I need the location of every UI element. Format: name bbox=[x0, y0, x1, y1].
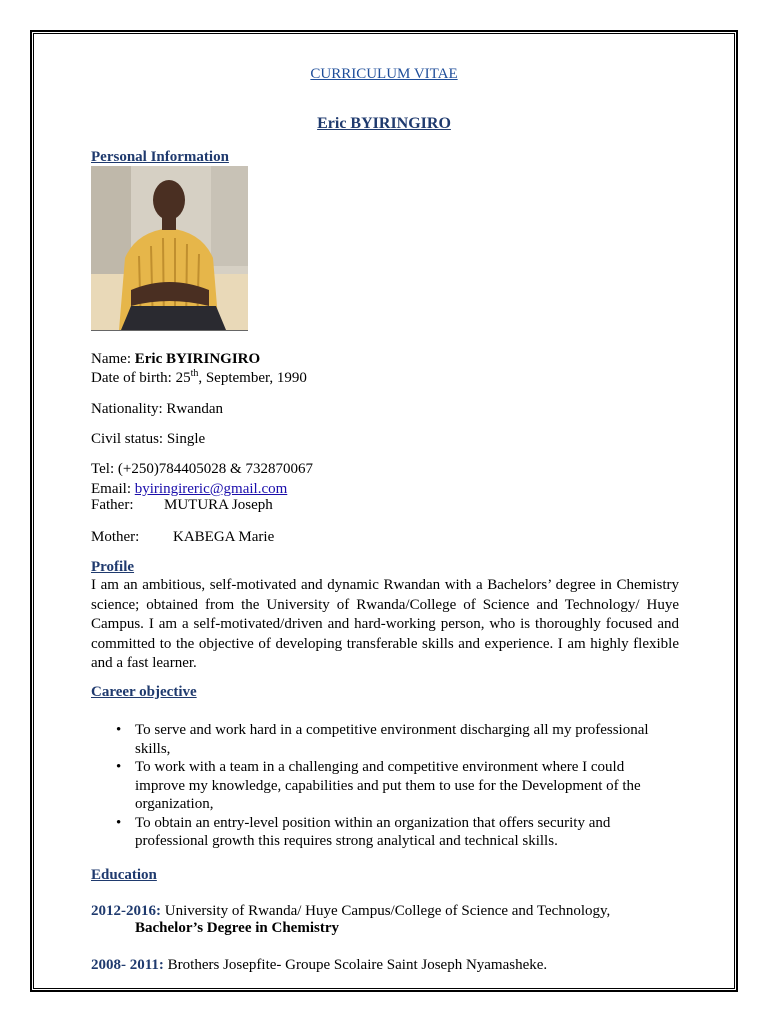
list-item bbox=[91, 814, 679, 851]
mother-value: KABEGA Marie bbox=[173, 529, 275, 545]
list-item-line: To work with a team in a challenging and competitive environment where I could bbox=[135, 759, 625, 775]
education-degree: Bachelor’s Degree in Chemistry bbox=[135, 920, 339, 936]
education-institution: Brothers Josepfite- Groupe Scolaire Saint Joseph Nyamasheke. bbox=[167, 957, 548, 973]
list-item-line: professional growth this requires strong analytical and technical skills. bbox=[135, 833, 558, 849]
father-line bbox=[91, 497, 273, 514]
bullet-icon: • bbox=[116, 722, 122, 738]
profile-line: committed to the objective of developing transferable skills and experience. I am highly flexible bbox=[91, 635, 679, 652]
education-heading: Education bbox=[91, 867, 157, 883]
nationality: Nationality: Rwandan bbox=[91, 401, 224, 417]
education-institution: University of Rwanda/ Huye Campus/College of Science and Technology, bbox=[164, 903, 611, 919]
profile-photo bbox=[91, 166, 248, 331]
dob-rest: , September, 1990 bbox=[198, 370, 307, 386]
name-line bbox=[91, 351, 260, 368]
name-heading: Eric BYIRINGIRO bbox=[317, 115, 451, 132]
list-item-line: To serve and work hard in a competitive environment discharging all my professional bbox=[135, 722, 649, 738]
profile-heading: Profile bbox=[91, 559, 135, 575]
education-years: 2008- 2011: bbox=[91, 957, 164, 973]
name-label: Name: bbox=[91, 351, 131, 367]
profile-line: Campus. I am a self-motivated/driven and hard-working person, who is thoroughly focused and bbox=[91, 616, 679, 632]
career-objective-heading: Career objective bbox=[91, 684, 197, 700]
email-label: Email: bbox=[91, 481, 131, 497]
father-label: Father: bbox=[91, 497, 134, 513]
dob-line bbox=[91, 370, 307, 387]
mother-label: Mother: bbox=[91, 529, 140, 545]
education-entry bbox=[91, 957, 547, 974]
career-objective-list bbox=[91, 721, 679, 851]
father-value: MUTURA Joseph bbox=[164, 497, 273, 513]
list-item bbox=[91, 758, 679, 814]
personal-info-heading: Personal Information bbox=[91, 149, 229, 165]
bullet-icon: • bbox=[116, 759, 122, 775]
document-title: CURRICULUM VITAE bbox=[310, 66, 458, 82]
telephone: Tel: (+250)784405028 & 732870067 bbox=[91, 461, 313, 477]
mother-line bbox=[91, 529, 274, 546]
list-item-line: organization, bbox=[135, 796, 214, 812]
profile-line: science; obtained from the University of Rwanda/College of Science and Technology/ Huye bbox=[91, 596, 679, 613]
profile-paragraph bbox=[91, 576, 679, 674]
list-item-line: improve my knowledge, capabilities and put them to use for the Development of the bbox=[135, 777, 641, 794]
list-item bbox=[91, 721, 679, 758]
name-value: Eric BYIRINGIRO bbox=[134, 351, 261, 367]
profile-line: I am an ambitious, self-motivated and dynamic Rwandan with a Bachelors’ degree in Chemistry bbox=[91, 577, 679, 593]
email-line bbox=[91, 481, 287, 498]
list-item-line: To obtain an entry-level position within an organization that offers security and bbox=[135, 814, 611, 831]
profile-line: and a fast learner. bbox=[91, 655, 197, 671]
dob-label: Date of birth: bbox=[91, 370, 172, 386]
list-item-line: skills, bbox=[135, 740, 171, 757]
bullet-icon: • bbox=[116, 814, 122, 831]
email-link[interactable]: byiringireric@gmail.com bbox=[134, 481, 288, 497]
dob-day: 25 bbox=[175, 370, 191, 386]
civil-status: Civil status: Single bbox=[91, 431, 206, 447]
dob-suffix: th bbox=[190, 368, 199, 379]
education-years: 2012-2016: bbox=[91, 903, 161, 919]
education-entry bbox=[91, 903, 610, 920]
